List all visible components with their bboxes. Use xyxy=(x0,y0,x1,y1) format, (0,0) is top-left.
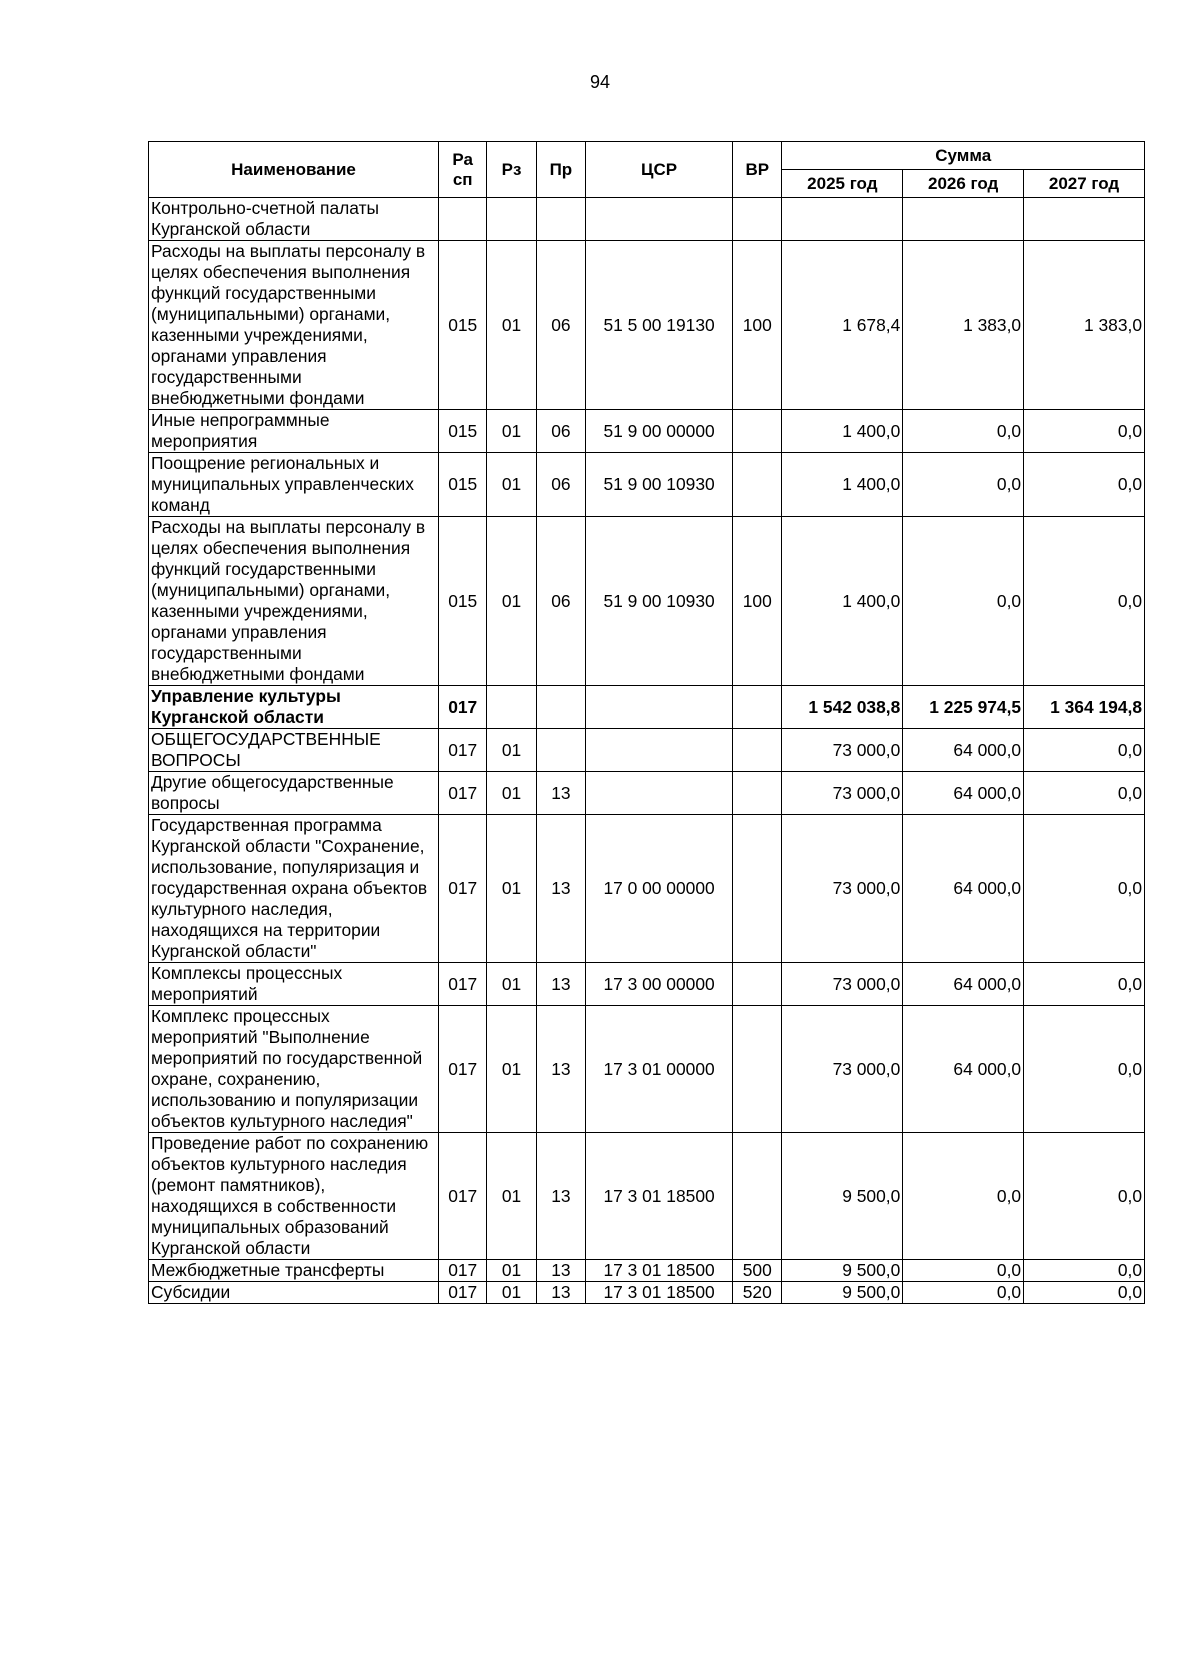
header-year-2027: 2027 год xyxy=(1024,170,1145,198)
cell-amount-2027: 1 383,0 xyxy=(1024,241,1145,410)
cell-csr: 17 3 00 00000 xyxy=(586,963,733,1006)
cell-csr xyxy=(586,198,733,241)
cell-amount-2025: 1 400,0 xyxy=(782,453,903,517)
cell-pr: 13 xyxy=(536,1260,585,1282)
table-row xyxy=(149,772,1145,815)
cell-pr: 06 xyxy=(536,241,585,410)
cell-rasp: 017 xyxy=(439,772,487,815)
cell-name: Государственная программа Курганской области "Сохранение, использование, популяризация и государственная охрана объектов культурного наследия, находящихся на территории Курганской области" xyxy=(149,815,439,963)
cell-rasp: 017 xyxy=(439,1282,487,1304)
cell-rz: 01 xyxy=(487,517,536,686)
cell-vr: 520 xyxy=(733,1282,782,1304)
cell-amount-2025: 73 000,0 xyxy=(782,729,903,772)
cell-rz: 01 xyxy=(487,1282,536,1304)
cell-amount-2026: 0,0 xyxy=(903,1133,1024,1260)
cell-pr: 13 xyxy=(536,815,585,963)
cell-amount-2027: 0,0 xyxy=(1024,410,1145,453)
cell-amount-2026: 64 000,0 xyxy=(903,815,1024,963)
cell-amount-2027: 0,0 xyxy=(1024,1282,1145,1304)
cell-amount-2025: 9 500,0 xyxy=(782,1260,903,1282)
cell-amount-2025: 1 400,0 xyxy=(782,517,903,686)
cell-rz: 01 xyxy=(487,729,536,772)
cell-pr: 06 xyxy=(536,453,585,517)
cell-vr xyxy=(733,410,782,453)
cell-amount-2025: 1 678,4 xyxy=(782,241,903,410)
cell-amount-2026: 0,0 xyxy=(903,453,1024,517)
header-year-2025: 2025 год xyxy=(782,170,903,198)
cell-amount-2026 xyxy=(903,198,1024,241)
cell-rasp: 015 xyxy=(439,453,487,517)
cell-rz: 01 xyxy=(487,1260,536,1282)
cell-pr xyxy=(536,729,585,772)
cell-pr xyxy=(536,686,585,729)
cell-name: Расходы на выплаты персоналу в целях обеспечения выполнения функций государственными (муниципальными) органами, казенными учреждениями, органами управления государственными внебюджетными фондами xyxy=(149,517,439,686)
cell-name: Комплекс процессных мероприятий "Выполнение мероприятий по государственной охране, сохранению, использованию и популяризации объектов культурного наследия" xyxy=(149,1006,439,1133)
cell-amount-2027: 1 364 194,8 xyxy=(1024,686,1145,729)
cell-amount-2026: 0,0 xyxy=(903,1282,1024,1304)
table-row xyxy=(149,241,1145,410)
cell-rz: 01 xyxy=(487,453,536,517)
cell-csr: 51 9 00 00000 xyxy=(586,410,733,453)
cell-vr xyxy=(733,772,782,815)
cell-name: Проведение работ по сохранению объектов культурного наследия (ремонт памятников), находящихся в собственности муниципальных образований Курганской области xyxy=(149,1133,439,1260)
header-rasp: Ра сп xyxy=(439,142,487,198)
cell-amount-2025 xyxy=(782,198,903,241)
cell-csr xyxy=(586,686,733,729)
cell-name: Межбюджетные трансферты xyxy=(149,1260,439,1282)
budget-table xyxy=(148,141,1145,1304)
cell-rasp xyxy=(439,198,487,241)
cell-csr: 17 3 01 18500 xyxy=(586,1282,733,1304)
cell-name: Поощрение региональных и муниципальных управленческих команд xyxy=(149,453,439,517)
cell-name: Комплексы процессных мероприятий xyxy=(149,963,439,1006)
cell-name: Контрольно-счетной палаты Курганской области xyxy=(149,198,439,241)
cell-amount-2026: 0,0 xyxy=(903,1260,1024,1282)
cell-pr: 06 xyxy=(536,410,585,453)
table-row xyxy=(149,410,1145,453)
header-csr: ЦСР xyxy=(586,142,733,198)
table-row xyxy=(149,815,1145,963)
cell-rz: 01 xyxy=(487,241,536,410)
cell-rasp: 015 xyxy=(439,517,487,686)
cell-pr: 13 xyxy=(536,1282,585,1304)
cell-pr xyxy=(536,198,585,241)
cell-name: Управление культуры Курганской области xyxy=(149,686,439,729)
cell-rz: 01 xyxy=(487,1006,536,1133)
cell-amount-2027: 0,0 xyxy=(1024,1133,1145,1260)
cell-amount-2027: 0,0 xyxy=(1024,772,1145,815)
cell-rasp: 017 xyxy=(439,815,487,963)
cell-rasp: 015 xyxy=(439,241,487,410)
table-row xyxy=(149,963,1145,1006)
header-pr: Пр xyxy=(536,142,585,198)
cell-amount-2025: 1 400,0 xyxy=(782,410,903,453)
cell-amount-2025: 1 542 038,8 xyxy=(782,686,903,729)
cell-vr xyxy=(733,815,782,963)
cell-amount-2026: 1 225 974,5 xyxy=(903,686,1024,729)
cell-amount-2026: 0,0 xyxy=(903,410,1024,453)
cell-rasp: 017 xyxy=(439,963,487,1006)
table-row xyxy=(149,686,1145,729)
table-row xyxy=(149,453,1145,517)
table-row xyxy=(149,517,1145,686)
header-vr: ВР xyxy=(733,142,782,198)
cell-rz: 01 xyxy=(487,963,536,1006)
table-row xyxy=(149,1133,1145,1260)
cell-pr: 13 xyxy=(536,772,585,815)
cell-rasp: 017 xyxy=(439,686,487,729)
header-sum: Сумма xyxy=(782,142,1145,170)
page-number: 94 xyxy=(589,72,611,92)
cell-vr xyxy=(733,729,782,772)
cell-amount-2026: 1 383,0 xyxy=(903,241,1024,410)
cell-amount-2025: 73 000,0 xyxy=(782,963,903,1006)
cell-amount-2027: 0,0 xyxy=(1024,1260,1145,1282)
cell-rasp: 017 xyxy=(439,1006,487,1133)
cell-rasp: 015 xyxy=(439,410,487,453)
cell-rasp: 017 xyxy=(439,1260,487,1282)
cell-csr: 17 0 00 00000 xyxy=(586,815,733,963)
cell-amount-2027: 0,0 xyxy=(1024,517,1145,686)
cell-amount-2026: 64 000,0 xyxy=(903,772,1024,815)
cell-amount-2027: 0,0 xyxy=(1024,453,1145,517)
cell-rasp: 017 xyxy=(439,729,487,772)
cell-amount-2027: 0,0 xyxy=(1024,1006,1145,1133)
cell-rz xyxy=(487,198,536,241)
cell-rz: 01 xyxy=(487,772,536,815)
cell-name: Иные непрограммные мероприятия xyxy=(149,410,439,453)
cell-csr xyxy=(586,729,733,772)
cell-amount-2025: 73 000,0 xyxy=(782,815,903,963)
cell-amount-2026: 64 000,0 xyxy=(903,963,1024,1006)
cell-name: Расходы на выплаты персоналу в целях обеспечения выполнения функций государственными (муниципальными) органами, казенными учреждениями, органами управления государственными внебюджетными фондами xyxy=(149,241,439,410)
cell-amount-2027: 0,0 xyxy=(1024,729,1145,772)
cell-amount-2026: 64 000,0 xyxy=(903,729,1024,772)
table-row xyxy=(149,729,1145,772)
cell-csr: 17 3 01 18500 xyxy=(586,1133,733,1260)
cell-pr: 06 xyxy=(536,517,585,686)
cell-vr xyxy=(733,198,782,241)
table-row xyxy=(149,1260,1145,1282)
table-row xyxy=(149,1006,1145,1133)
cell-rz xyxy=(487,686,536,729)
cell-amount-2027: 0,0 xyxy=(1024,815,1145,963)
header-name: Наименование xyxy=(149,142,439,198)
cell-vr xyxy=(733,1006,782,1133)
cell-amount-2026: 64 000,0 xyxy=(903,1006,1024,1133)
cell-amount-2025: 9 500,0 xyxy=(782,1282,903,1304)
cell-vr: 100 xyxy=(733,517,782,686)
cell-vr xyxy=(733,1133,782,1260)
cell-csr xyxy=(586,772,733,815)
cell-csr: 51 9 00 10930 xyxy=(586,517,733,686)
cell-amount-2025: 73 000,0 xyxy=(782,1006,903,1133)
table-body xyxy=(149,198,1145,1304)
cell-vr xyxy=(733,453,782,517)
cell-csr: 51 5 00 19130 xyxy=(586,241,733,410)
cell-amount-2025: 73 000,0 xyxy=(782,772,903,815)
cell-csr: 51 9 00 10930 xyxy=(586,453,733,517)
cell-csr: 17 3 01 18500 xyxy=(586,1260,733,1282)
cell-vr: 100 xyxy=(733,241,782,410)
cell-pr: 13 xyxy=(536,1006,585,1133)
header-rz: Рз xyxy=(487,142,536,198)
table-row xyxy=(149,198,1145,241)
cell-vr xyxy=(733,686,782,729)
cell-vr: 500 xyxy=(733,1260,782,1282)
cell-rz: 01 xyxy=(487,410,536,453)
cell-name: Субсидии xyxy=(149,1282,439,1304)
cell-csr: 17 3 01 00000 xyxy=(586,1006,733,1133)
cell-rz: 01 xyxy=(487,1133,536,1260)
cell-pr: 13 xyxy=(536,1133,585,1260)
cell-name: ОБЩЕГОСУДАРСТВЕННЫЕ ВОПРОСЫ xyxy=(149,729,439,772)
cell-vr xyxy=(733,963,782,1006)
cell-amount-2027: 0,0 xyxy=(1024,963,1145,1006)
table-header xyxy=(149,142,1145,198)
cell-pr: 13 xyxy=(536,963,585,1006)
cell-amount-2026: 0,0 xyxy=(903,517,1024,686)
cell-amount-2027 xyxy=(1024,198,1145,241)
table-row xyxy=(149,1282,1145,1304)
cell-amount-2025: 9 500,0 xyxy=(782,1133,903,1260)
cell-rasp: 017 xyxy=(439,1133,487,1260)
header-year-2026: 2026 год xyxy=(903,170,1024,198)
cell-name: Другие общегосударственные вопросы xyxy=(149,772,439,815)
cell-rz: 01 xyxy=(487,815,536,963)
